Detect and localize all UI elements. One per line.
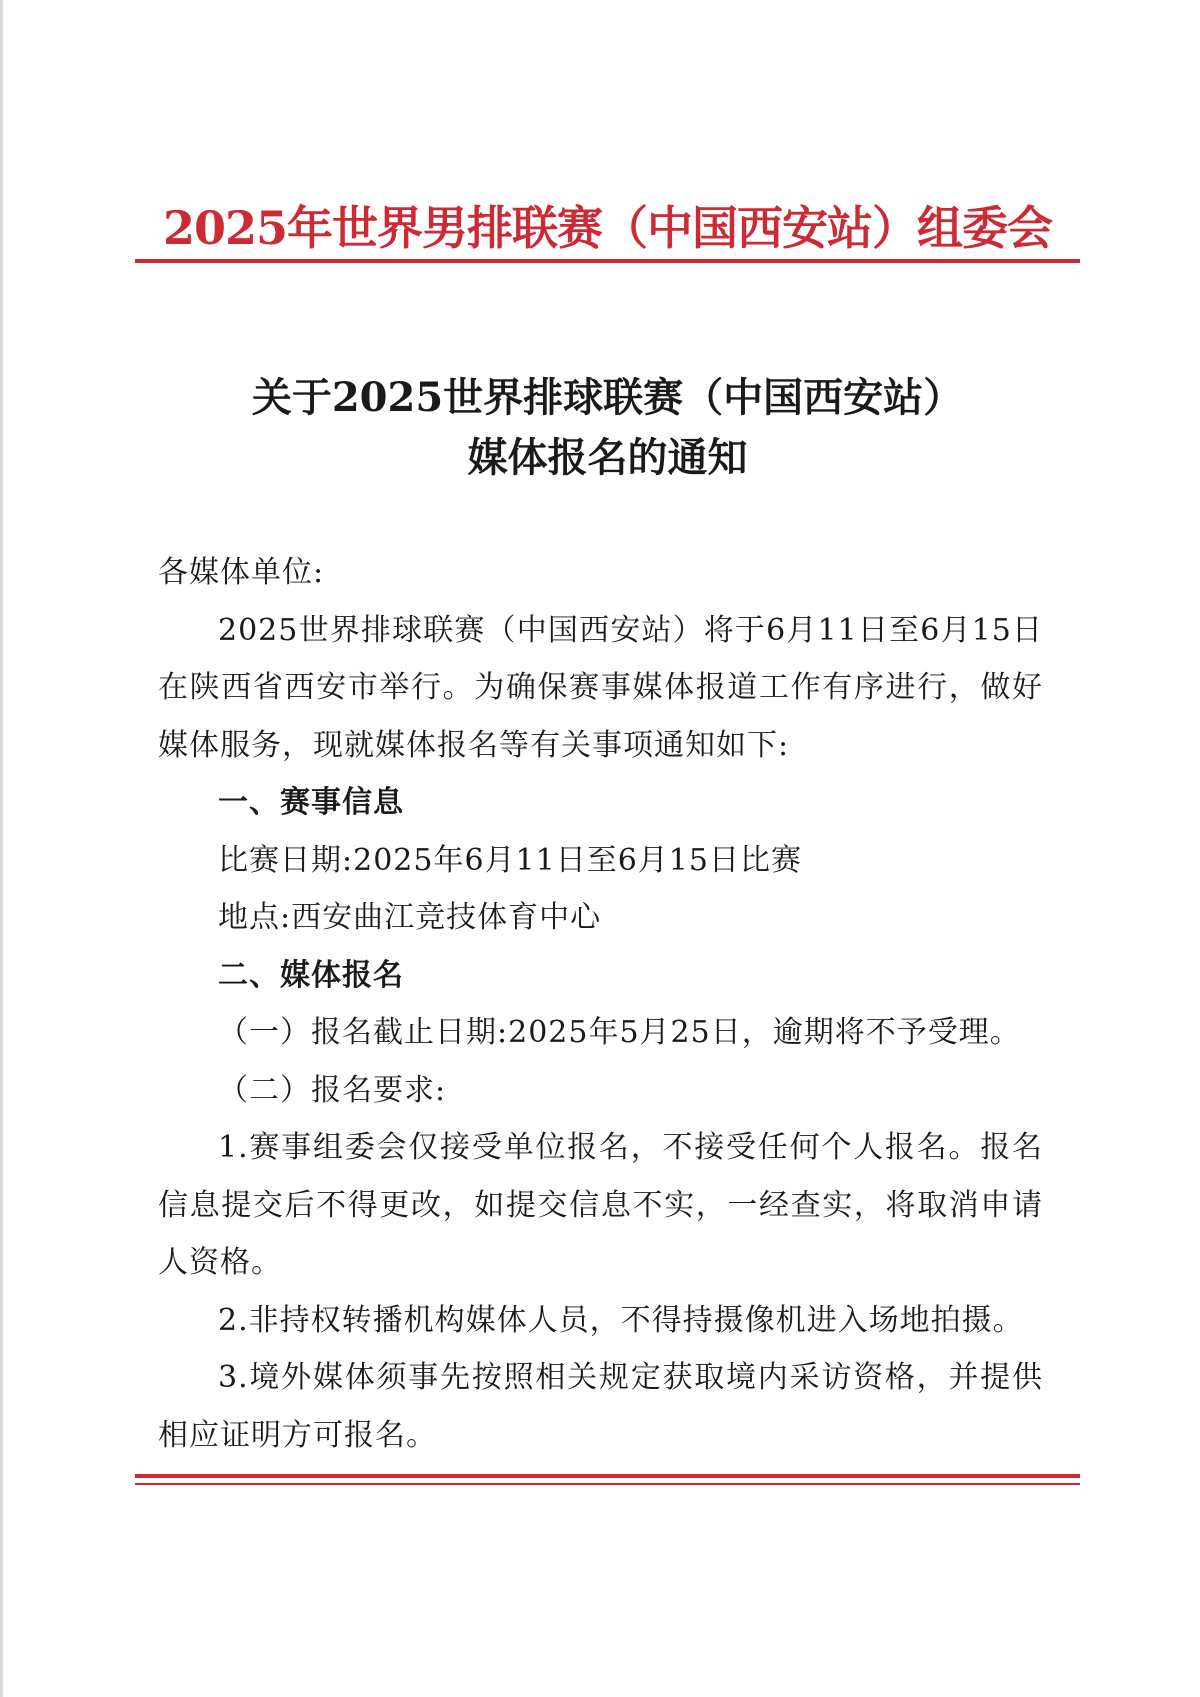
salutation: 各媒体单位: bbox=[158, 555, 325, 590]
requirement-item-2: 2.非持权转播机构媒体人员，不得持摄像机进入场地拍摄。 bbox=[218, 1302, 1024, 1338]
page-edge bbox=[0, 0, 3, 1697]
letterhead-title: 2025年世界男排联赛（中国西安站）组委会 bbox=[162, 201, 1053, 255]
footer-rule-thick bbox=[135, 1474, 1080, 1478]
requirements-heading: （二）报名要求: bbox=[218, 1072, 447, 1108]
document-title bbox=[135, 368, 1080, 488]
requirement-item-1: 1.赛事组委会仅接受单位报名，不接受任何个人报名。报名信息提交后不得更改，如提交信息不实，一经查实，将取消申请人资格。 bbox=[158, 1130, 1043, 1280]
document-title-line-1: 关于2025世界排球联赛（中国西安站） bbox=[251, 374, 964, 421]
requirement-item-3: 3.境外媒体须事先按照相关规定获取境内采访资格，并提供相应证明方可报名。 bbox=[158, 1360, 1043, 1453]
registration-deadline: （一）报名截止日期:2025年5月25日，逾期将不予受理。 bbox=[218, 1015, 1021, 1050]
footer-rule-thin bbox=[135, 1483, 1080, 1485]
venue-line: 地点:西安曲江竞技体育中心 bbox=[218, 900, 602, 935]
section-2-heading: 二、媒体报名 bbox=[218, 957, 404, 993]
document-title-line-2: 媒体报名的通知 bbox=[467, 434, 748, 481]
document-body bbox=[158, 544, 1043, 1464]
match-date-line: 比赛日期:2025年6月11日至6月15日比赛 bbox=[218, 842, 802, 878]
section-1-heading: 一、赛事信息 bbox=[218, 785, 404, 820]
intro-paragraph: 2025世界排球联赛（中国西安站）将于6月11日至6月15日在陕西省西安市举行。为确保赛事媒体报道工作有序进行，做好媒体服务，现就媒体报名等有关事项通知如下: bbox=[158, 612, 1043, 763]
letterhead-rule bbox=[135, 259, 1080, 263]
